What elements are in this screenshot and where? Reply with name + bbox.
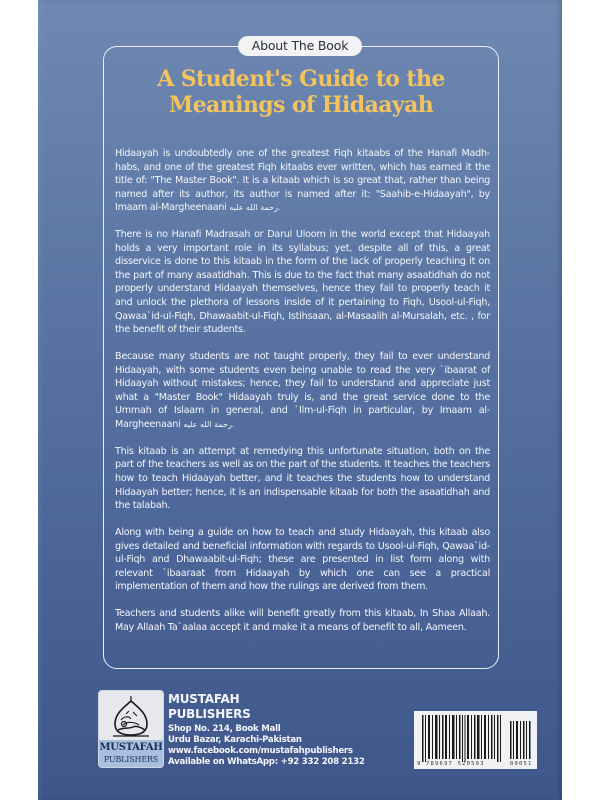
honorific-arabic: رحمة الله عليه. [229, 203, 281, 213]
publisher-name-1: MUSTAFAH [168, 692, 240, 706]
paragraph-1: Hidaayah is undoubtedly one of the greatest Fiqh kitaabs of the Hanafi Madh-habs, and one of the greatest Fiqh kitaabs ever written, which has earned it the title of: "The Master Book". It is a kitaab which is so great that, rather than being named after its author, its author is named after it: "Saahib-e-Hidaayah", by Imaam al-Margheenaani رحمة الله عليه. [115, 148, 490, 214]
title-line-2: Meanings of Hidaayah [168, 92, 434, 118]
section-label: About The Book [238, 36, 362, 56]
paragraph-3: Because many students are not taught properly, they fail to ever understand Hidaayah, with some students even being unable to read the very `ibaarat of Hidaayah without mistakes; hence, they fail to understand and appreciate just what a "Master Book" Hidaayah truly is, and the great service done to the Ummah of Islaam in general, and `Ilm-ul-Fiqh in particular, by Imaam al-Margheenaani رحمة الله عليه. [115, 351, 490, 430]
publisher-info [168, 692, 365, 768]
publisher-name-2: PUBLISHERS [168, 707, 251, 721]
paragraph-2: There is no Hanafi Madrasah or Darul Uloom in the world except that Hidaayah holds a very important role in its syllabus; yet, despite all of this, a great disservice is done to this kitaab in the form of the lack of properly teaching it on the part of many asaatidhah. This is due to the fact that many asaatidhah do not properly understand Hidaayah themselves, hence they fail to properly teach it and unlock the plethora of lessons inside of it pertaining to Fiqh, Usool-ul-Fiqh, Qawaa`id-ul-Fiqh, Dhawaabit-ul-Fiqh, Istihsaan, al-Masaalih al-Mursalah, etc. , for the benefit of their students. [115, 229, 490, 336]
book-back-cover [38, 0, 562, 800]
isbn-barcode [414, 711, 537, 769]
honorific-arabic: رحمة الله عليه. [183, 419, 235, 429]
whatsapp-number: Available on WhatsApp: +92 332 208 2132 [168, 757, 365, 767]
logo-label: MUSTAFAH PUBLISHERS [99, 740, 163, 767]
address-line-1: Shop No. 214, Book Mall [168, 724, 281, 734]
dome-emblem-icon [109, 694, 153, 740]
publisher-logo [98, 690, 164, 768]
book-title [103, 66, 499, 118]
paragraph-4: This kitaab is an attempt at remedying this unfortunate situation, both on the part of the teachers as well as on the part of the students. It teaches the teachers how to teach Hidaayah better, and it teaches the students how to understand Hidaayah better; hence, it is an indispensable kitaab for both the asaatidhah and the talabah. [115, 445, 490, 512]
facebook-link[interactable]: www.facebook.com/mustafahpublishers [168, 746, 353, 756]
isbn-digits: 9 789697 520503 [417, 761, 485, 767]
title-line-1: A Student's Guide to the [157, 66, 445, 92]
paragraph-6: Teachers and students alike will benefit greatly from this kitaab, In Shaa Allaah. May Allaah Ta`aalaa accept it and make it a means of benefit to all, Aameen. [115, 608, 490, 633]
addon-digits: 00051 [510, 761, 533, 767]
paragraph-5: Along with being a guide on how to teach and study Hidaayah, this kitaab also gives detailed and beneficial information with regards to Usool-ul-Fiqh, Qawaa`id-ul-Fiqh and Dhawaabit-ul-Fiqh; these are presented in list form along with relevant `ibaaraat from Hidaayah by which one can see a practical implementation of them and how the rulings are derived from them. [115, 527, 490, 593]
description [115, 147, 490, 648]
address-line-2: Urdu Bazar, Karachi-Pakistan [168, 735, 302, 745]
